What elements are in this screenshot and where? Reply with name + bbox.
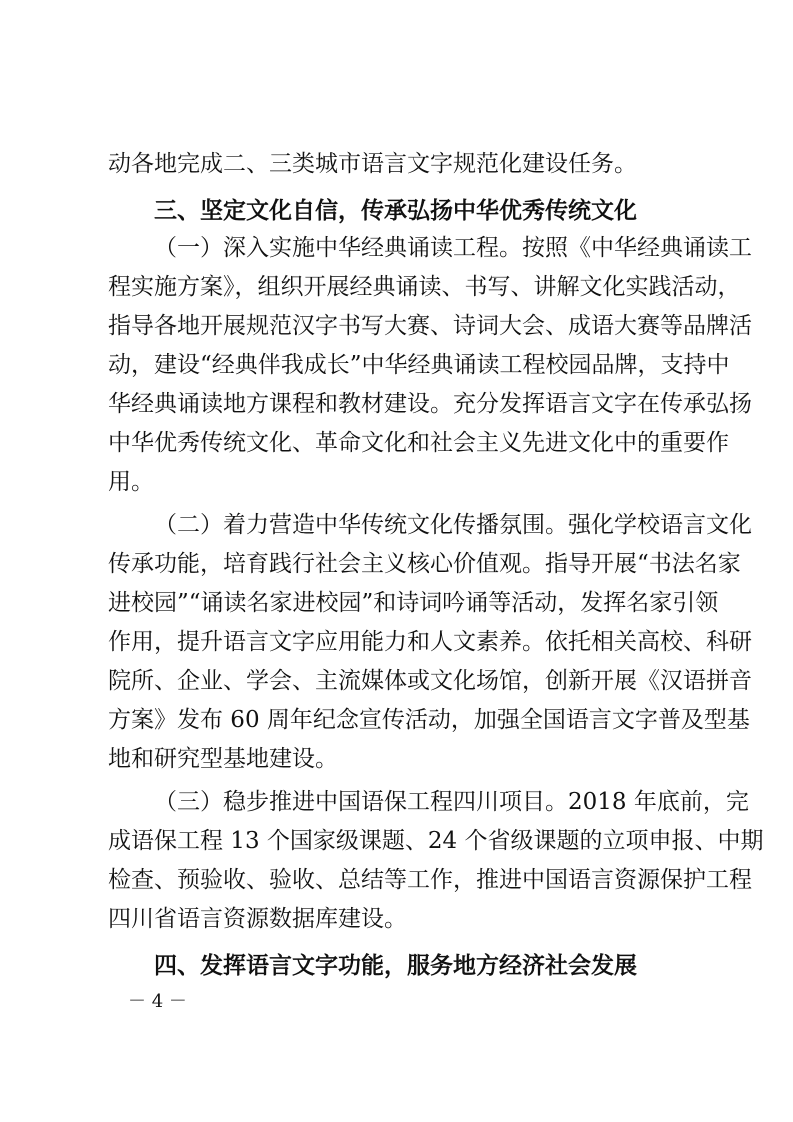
body-line-9: 用。 [108, 469, 154, 495]
body-line-7: 华经典诵读地方课程和教材建设。充分发挥语言文字在传承弘扬 [108, 391, 752, 417]
body-line-13: 作用，提升语言文字应用能力和人文素养。依托相关高校、科研 [108, 629, 752, 655]
body-line-19: 检查、预验收、验收、总结等工作，推进中国语言资源保护工程 [108, 867, 752, 893]
section-heading-4: 四、发挥语言文字功能，服务地方经济社会发展 [154, 953, 637, 979]
body-line-14: 院所、企业、学会、主流媒体或文化场馆，创新开展《汉语拼音 [108, 668, 752, 694]
body-line-18: 成语保工程 13 个国家级课题、24 个省级课题的立项申报、中期 [108, 828, 764, 854]
subsection-1-first-line: （一）深入实施中华经典诵读工程。按照《中华经典诵读工 [154, 235, 752, 261]
body-line-1: 动各地完成二、三类城市语言文字规范化建设任务。 [108, 151, 637, 177]
body-line-20: 四川省语言资源数据库建设。 [108, 906, 407, 932]
body-line-5: 指导各地开展规范汉字书写大赛、诗词大会、成语大赛等品牌活 [108, 313, 752, 339]
section-heading-3: 三、坚定文化自信，传承弘扬中华优秀传统文化 [154, 198, 637, 224]
body-line-4: 程实施方案》，组织开展经典诵读、书写、讲解文化实践活动， [108, 274, 741, 300]
body-line-8: 中华优秀传统文化、革命文化和社会主义先进文化中的重要作 [108, 430, 729, 456]
body-line-12: 进校园”“诵读名家进校园”和诗词吟诵等活动，发挥名家引领 [108, 590, 719, 616]
body-line-15: 方案》发布 60 周年纪念宣传活动，加强全国语言文字普及型基 [108, 707, 750, 733]
body-line-6: 动，建设“经典伴我成长”中华经典诵读工程校园品牌，支持中 [108, 352, 730, 378]
subsection-3-first-line: （三）稳步推进中国语保工程四川项目。2018 年底前，完 [154, 789, 749, 815]
body-line-11: 传承功能，培育践行社会主义核心价值观。指导开展“书法名家 [108, 551, 741, 577]
body-line-16: 地和研究型基地建设。 [108, 746, 338, 772]
subsection-2-first-line: （二）着力营造中华传统文化传播氛围。强化学校语言文化 [154, 512, 752, 538]
page-number: － 4 － [128, 991, 187, 1012]
